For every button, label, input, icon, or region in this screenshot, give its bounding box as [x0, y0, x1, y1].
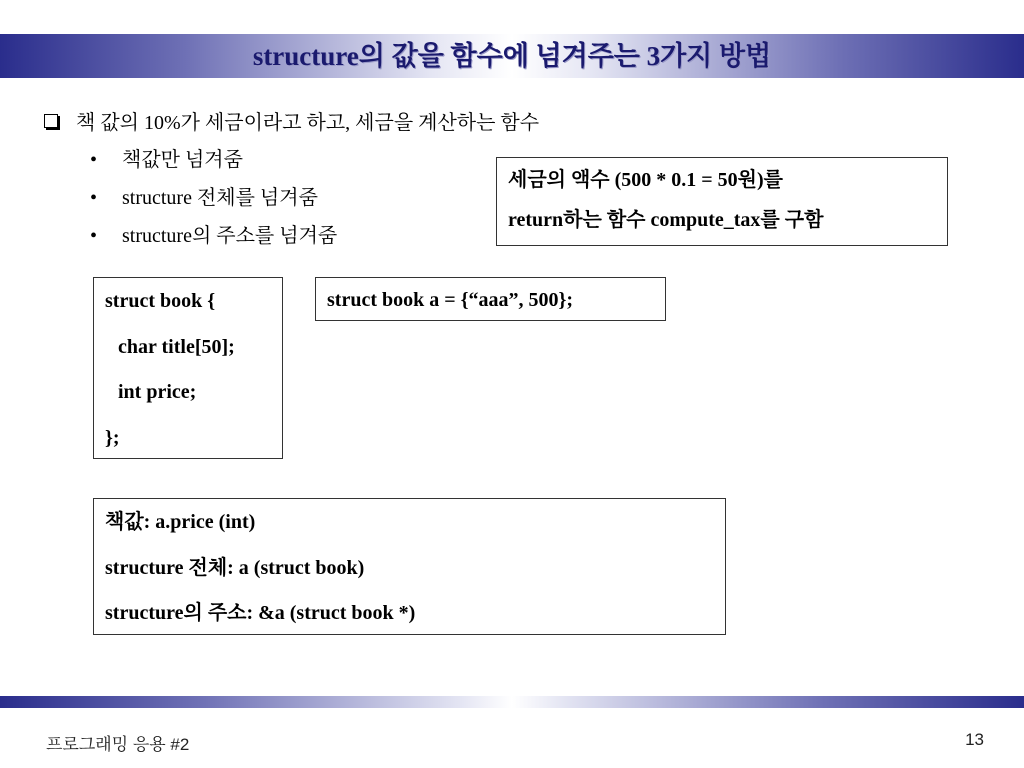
sub-bullet-text: structure의 주소를 넘겨줌 — [122, 225, 338, 247]
slide-title: structure의 값을 함수에 넘겨주는 3가지 방법 — [252, 41, 772, 71]
tax-description-box — [496, 157, 948, 246]
main-bullet — [44, 109, 539, 137]
type-line: structure의 주소: &a (struct book *) — [105, 602, 416, 624]
sub-bullet-item — [90, 222, 337, 260]
tax-line: 세금의 액수 (500 * 0.1 = 50원)를 — [508, 169, 783, 191]
type-line: structure 전체: a (struct book) — [105, 556, 365, 579]
bullet-dot-icon: • — [90, 225, 98, 247]
bullet-dot-icon: • — [90, 187, 98, 209]
footer-bar — [0, 696, 1024, 708]
code-line: struct book a = {“aaa”, 500}; — [327, 289, 574, 311]
course-name: 프로그래밍 응용 #2 — [46, 735, 190, 754]
sub-bullet-item — [90, 184, 337, 222]
argument-types-box — [93, 498, 726, 635]
page-number: 13 — [965, 730, 984, 749]
checkbox-bullet-icon — [44, 114, 58, 128]
code-line: }; — [105, 426, 120, 449]
code-line: struct book { — [105, 290, 216, 312]
bullet-dot-icon: • — [90, 149, 98, 171]
sub-bullet-text: 책값만 넘겨줌 — [122, 149, 243, 171]
tax-line: return하는 함수 compute_tax를 구함 — [508, 209, 824, 231]
struct-definition-box — [93, 277, 283, 459]
sub-bullet-list — [90, 146, 337, 260]
sub-bullet-item — [90, 146, 337, 184]
sub-bullet-text: structure 전체를 넘겨줌 — [122, 187, 318, 209]
struct-init-box — [315, 277, 666, 321]
type-line: 책값: a.price (int) — [105, 511, 256, 533]
code-line: int price; — [118, 381, 197, 403]
main-bullet-text: 책 값의 10%가 세금이라고 하고, 세금을 계산하는 함수 — [76, 112, 540, 134]
code-line: char title[50]; — [118, 335, 235, 358]
